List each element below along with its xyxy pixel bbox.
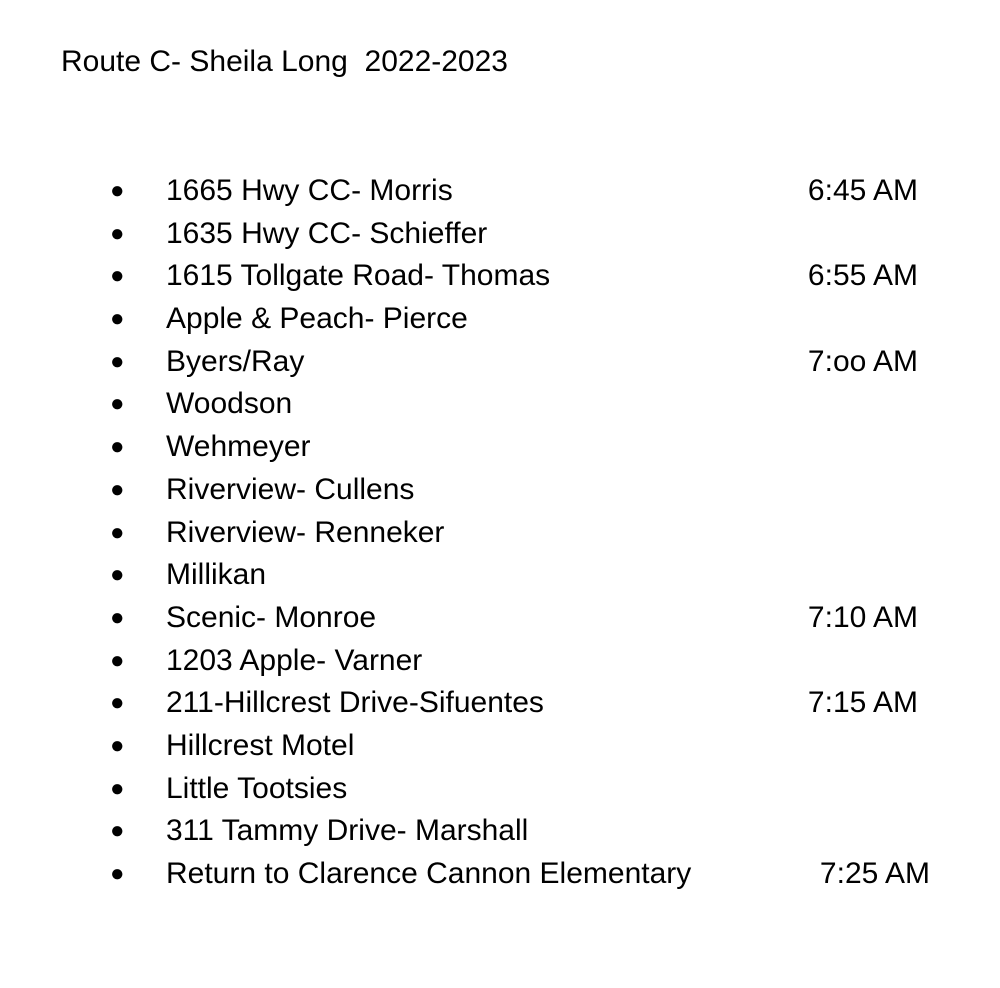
bullet-icon: ● (110, 774, 125, 802)
bullet-icon: ● (110, 646, 125, 674)
stop-name: Byers/Ray (166, 344, 305, 378)
bullet-icon: ● (110, 603, 125, 631)
stop-name: 1635 Hwy CC- Schieffer (166, 216, 488, 250)
stop-name: Return to Clarence Cannon Elementary (166, 857, 692, 890)
bullet-icon: ● (110, 177, 125, 204)
stop-name: Wehmeyer (166, 430, 311, 464)
bullet-icon: ● (110, 817, 125, 845)
list-item (0, 853, 1000, 896)
list-item (0, 298, 1000, 341)
stop-name: 1615 Tollgate Road- Thomas (166, 259, 551, 293)
stop-time: 7:15 AM (807, 686, 918, 720)
bullet-icon: ● (110, 347, 125, 375)
list-item (0, 469, 1000, 512)
stop-time: 7:oo AM (807, 344, 918, 378)
bullet-icon: ● (110, 433, 125, 461)
stop-name: Hillcrest Motel (166, 728, 355, 762)
bullet-icon: ● (110, 262, 125, 290)
list-item (0, 341, 1000, 384)
stop-time: 6:45 AM (807, 174, 918, 207)
list-item (0, 213, 1000, 256)
bullet-icon: ● (110, 475, 125, 503)
page-title: Route C- Sheila Long 2022-2023 (61, 45, 508, 78)
stop-name: Little Tootsies (166, 771, 348, 805)
list-item (0, 768, 1000, 811)
stop-name: Riverview- Renneker (166, 515, 445, 549)
stop-name: Apple & Peach- Pierce (166, 302, 468, 336)
stop-time: 6:55 AM (807, 259, 918, 293)
list-item (0, 810, 1000, 853)
list-item (0, 170, 1000, 213)
bullet-icon: ● (110, 689, 125, 717)
stop-time: 7:10 AM (807, 600, 918, 634)
list-item (0, 725, 1000, 768)
bullet-icon: ● (110, 518, 125, 546)
stop-list (0, 170, 1000, 896)
bullet-icon: ● (110, 305, 125, 333)
list-item (0, 426, 1000, 469)
list-item (0, 554, 1000, 597)
bullet-icon: ● (110, 390, 125, 418)
stop-time: 7:25 AM (819, 857, 930, 890)
list-item (0, 512, 1000, 555)
list-item (0, 383, 1000, 426)
bullet-icon: ● (110, 561, 125, 589)
stop-name: Riverview- Cullens (166, 472, 415, 506)
stop-name: 311 Tammy Drive- Marshall (166, 814, 529, 848)
stop-name: Scenic- Monroe (166, 600, 377, 634)
stop-name: Millikan (166, 558, 267, 592)
list-item (0, 597, 1000, 640)
bullet-icon: ● (110, 731, 125, 759)
list-item (0, 682, 1000, 725)
bullet-icon: ● (110, 860, 125, 887)
bullet-icon: ● (110, 219, 125, 247)
list-item (0, 255, 1000, 298)
stop-name: 211-Hillcrest Drive-Sifuentes (166, 686, 544, 720)
stop-name: 1665 Hwy CC- Morris (166, 174, 453, 207)
stop-name: Woodson (166, 387, 293, 421)
list-item (0, 640, 1000, 683)
stop-name: 1203 Apple- Varner (166, 643, 423, 677)
